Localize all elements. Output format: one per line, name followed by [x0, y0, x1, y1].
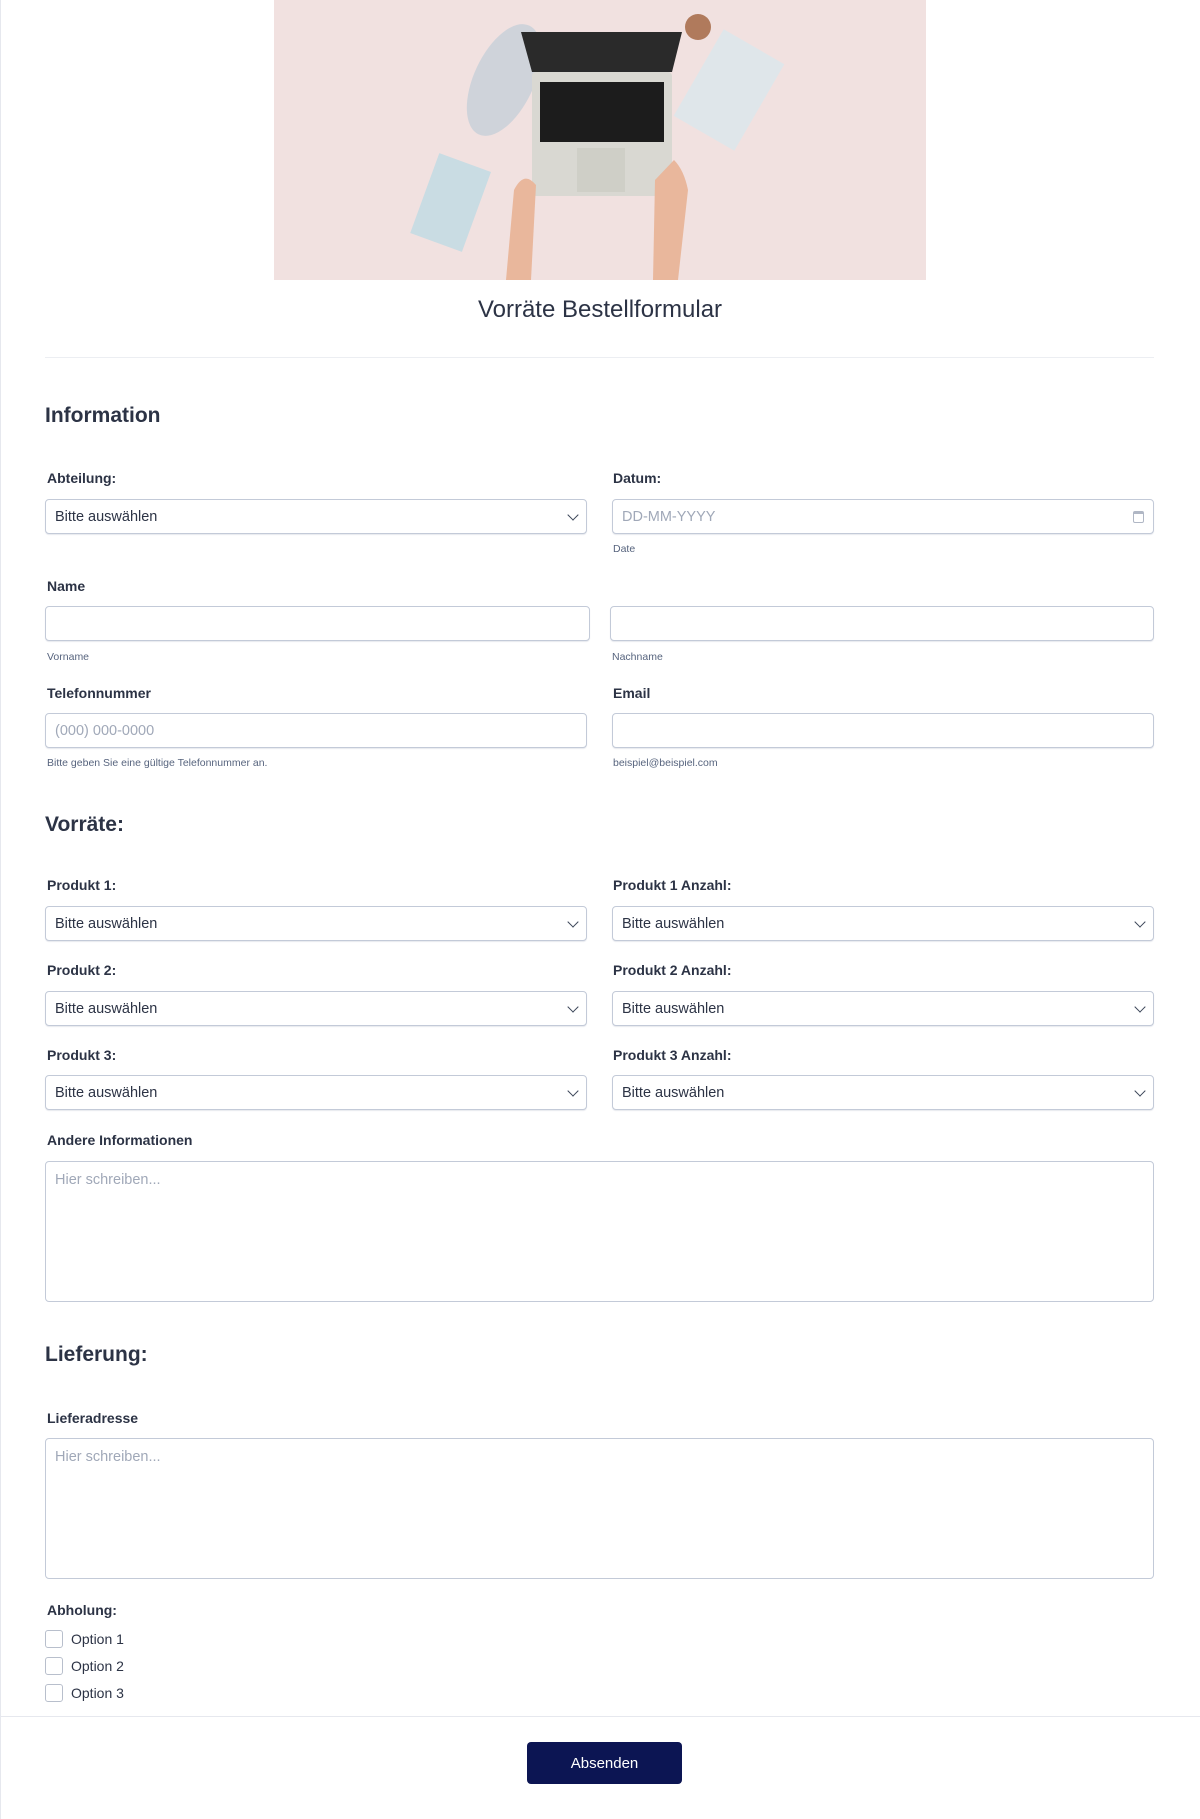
produkt3-value: Bitte auswählen — [55, 1084, 158, 1101]
email-sublabel: beispiel@beispiel.com — [613, 757, 718, 769]
produkt1-anzahl-select[interactable] — [612, 906, 1154, 941]
produkt2-select[interactable] — [45, 991, 587, 1026]
produkt2-anzahl-label: Produkt 2 Anzahl: — [613, 962, 732, 978]
produkt3-anzahl-value: Bitte auswählen — [622, 1084, 725, 1101]
abteilung-select[interactable] — [45, 499, 587, 534]
first-name-input[interactable] — [45, 606, 590, 641]
section-lieferung-heading: Lieferung: — [45, 1343, 148, 1366]
option-label: Option 2 — [71, 1658, 124, 1674]
datum-label: Datum: — [613, 470, 662, 486]
lieferadresse-placeholder: Hier schreiben... — [55, 1449, 161, 1465]
header-image — [274, 0, 926, 280]
submit-button[interactable]: Absenden — [527, 1742, 682, 1784]
chevron-down-icon — [567, 1001, 578, 1012]
option-label: Option 3 — [71, 1685, 124, 1701]
checkbox[interactable] — [45, 1657, 63, 1675]
produkt1-label: Produkt 1: — [47, 877, 117, 893]
footer-divider — [0, 1716, 1200, 1717]
email-input[interactable] — [612, 713, 1154, 748]
form-title: Vorräte Bestellformular — [477, 296, 723, 323]
produkt2-value: Bitte auswählen — [55, 1000, 158, 1017]
chevron-down-icon — [1134, 916, 1145, 927]
section-information-heading: Information — [45, 404, 161, 427]
datum-sublabel: Date — [613, 543, 636, 555]
checkbox[interactable] — [45, 1630, 63, 1648]
last-name-input[interactable] — [610, 606, 1154, 641]
chevron-down-icon — [567, 916, 578, 927]
produkt1-value: Bitte auswählen — [55, 915, 158, 932]
produkt2-anzahl-value: Bitte auswählen — [622, 1000, 725, 1017]
abholung-label: Abholung: — [47, 1602, 117, 1618]
produkt1-select[interactable] — [45, 906, 587, 941]
datum-placeholder: DD-MM-YYYY — [622, 508, 716, 525]
produkt3-anzahl-label: Produkt 3 Anzahl: — [613, 1047, 732, 1063]
telefon-sublabel: Bitte geben Sie eine gültige Telefonnummer an. — [47, 757, 268, 769]
lieferadresse-label: Lieferadresse — [47, 1410, 139, 1426]
abholung-option-3[interactable] — [45, 1684, 124, 1702]
produkt1-anzahl-value: Bitte auswählen — [622, 915, 725, 932]
produkt2-anzahl-select[interactable] — [612, 991, 1154, 1026]
datum-input[interactable] — [612, 499, 1154, 534]
telefon-placeholder: (000) 000-0000 — [55, 722, 155, 739]
andere-label: Andere Informationen — [47, 1132, 193, 1148]
email-label: Email — [613, 685, 651, 701]
chevron-down-icon — [567, 1085, 578, 1096]
andere-placeholder: Hier schreiben... — [55, 1172, 161, 1188]
checkbox[interactable] — [45, 1684, 63, 1702]
chevron-down-icon — [567, 509, 578, 520]
abholung-option-1[interactable] — [45, 1630, 124, 1648]
last-name-sublabel: Nachname — [612, 651, 663, 663]
section-vorraete-heading: Vorräte: — [45, 813, 124, 836]
abteilung-label: Abteilung: — [47, 470, 117, 486]
chevron-down-icon — [1134, 1085, 1145, 1096]
option-label: Option 1 — [71, 1631, 124, 1647]
lieferadresse-textarea[interactable] — [45, 1438, 1154, 1579]
andere-textarea[interactable] — [45, 1161, 1154, 1302]
abteilung-value: Bitte auswählen — [55, 508, 158, 525]
divider — [45, 357, 1154, 358]
abholung-option-2[interactable] — [45, 1657, 124, 1675]
produkt3-label: Produkt 3: — [47, 1047, 117, 1063]
produkt3-select[interactable] — [45, 1075, 587, 1110]
produkt2-label: Produkt 2: — [47, 962, 117, 978]
chevron-down-icon — [1134, 1001, 1145, 1012]
produkt3-anzahl-select[interactable] — [612, 1075, 1154, 1110]
calendar-icon[interactable] — [1133, 511, 1144, 523]
first-name-sublabel: Vorname — [47, 651, 90, 663]
telefon-input[interactable] — [45, 713, 587, 748]
produkt1-anzahl-label: Produkt 1 Anzahl: — [613, 877, 732, 893]
name-label: Name — [47, 578, 86, 594]
telefon-label: Telefonnummer — [47, 685, 151, 701]
